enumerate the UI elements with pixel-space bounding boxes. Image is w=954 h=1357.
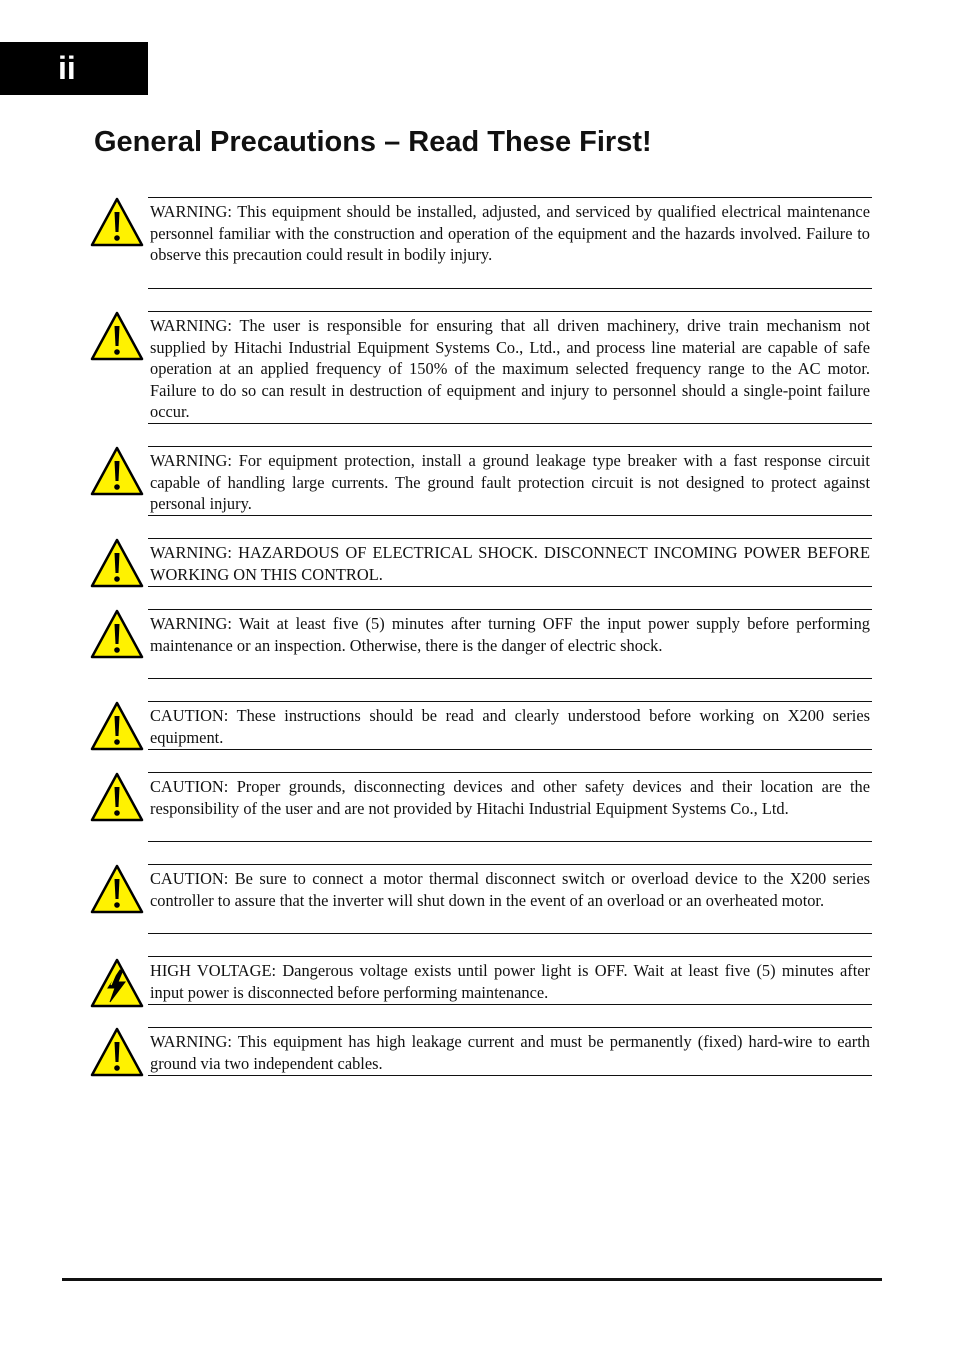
notice-label: WARNING: — [150, 202, 232, 221]
notice-label: CAUTION: — [150, 869, 229, 888]
footer-rule — [62, 1278, 882, 1281]
warning-triangle-icon — [90, 609, 144, 659]
notice-box — [148, 197, 872, 289]
notice-text: These instructions should be read and clearly understood before working on X200 series equipment. — [150, 706, 870, 747]
warning-triangle-icon — [90, 772, 144, 822]
notice-text: This equipment has high leakage current and must be permanently (fixed) hard-wire to earth ground via two independent cables. — [150, 1032, 870, 1073]
notice-text: Dangerous voltage exists until power light is OFF. Wait at least five (5) minutes after input power is disconnected before performing maintenance. — [150, 961, 870, 1002]
notice-box — [148, 772, 872, 842]
notice-label: WARNING: — [150, 316, 232, 335]
warning-triangle-icon — [90, 864, 144, 914]
notice-label: CAUTION: — [150, 706, 229, 725]
notice-box — [148, 609, 872, 679]
page-number: ii — [58, 50, 76, 86]
high-voltage-icon — [90, 958, 144, 1008]
notice-box — [148, 1027, 872, 1076]
warning-triangle-icon — [90, 446, 144, 496]
notice-box — [148, 956, 872, 1005]
notice-box — [148, 864, 872, 934]
notice-box — [148, 701, 872, 750]
warning-triangle-icon — [90, 1027, 144, 1077]
notice-box — [148, 446, 872, 516]
warning-triangle-icon — [90, 538, 144, 588]
notice-label: WARNING: — [150, 543, 232, 562]
warning-triangle-icon — [90, 701, 144, 751]
notice-text: The user is responsible for ensuring that all driven machinery, drive train mechanism not supplied by Hitachi Industrial Equipment Systems Co., Ltd., and process line material are capable of safe operation at an applied frequency of 150% of the maximum selected frequency range to the AC motor. Failure to do so can result in destruction of equipment and injury to personnel should a single-point failure occur. — [150, 316, 871, 422]
notice-box — [148, 538, 872, 587]
notice-text: Wait at least five (5) minutes after turning OFF the input power supply before performing maintenance or an inspection. Otherwise, there is the danger of electric shock. — [150, 614, 870, 655]
notice-text: Proper grounds, disconnecting devices and other safety devices and their location are the responsibility of the user and are not provided by Hitachi Industrial Equipment Systems Co., Ltd. — [150, 777, 870, 818]
notice-label: WARNING: — [150, 451, 232, 470]
notice-label: WARNING: — [150, 614, 232, 633]
notice-box — [148, 311, 872, 424]
notice-text: Be sure to connect a motor thermal disconnect switch or overload device to the X200 series controller to assure that the inverter will shut down in the event of an overload or an overheated motor. — [150, 869, 870, 910]
notice-label: WARNING: — [150, 1032, 232, 1051]
warning-triangle-icon — [90, 197, 144, 247]
notice-text: For equipment protection, install a ground leakage type breaker with a fast response circuit capable of handling large currents. The ground fault protection circuit is not designed to protect against personal injury. — [150, 451, 870, 514]
warning-triangle-icon — [90, 311, 144, 361]
notice-text: This equipment should be installed, adjusted, and serviced by qualified electrical maintenance personnel familiar with the construction and operation of the equipment and the hazards involved. Failure to observe this precaution could result in bodily injury. — [150, 202, 870, 265]
page-title: General Precautions – Read These First! — [94, 126, 652, 158]
page-number-tab — [0, 42, 148, 95]
notice-label: CAUTION: — [150, 777, 229, 796]
notice-label: HIGH VOLTAGE: — [150, 961, 277, 980]
notice-text: HAZARDOUS OF ELECTRICAL SHOCK. DISCONNECT INCOMING POWER BEFORE WORKING ON THIS CONTROL. — [150, 543, 870, 584]
